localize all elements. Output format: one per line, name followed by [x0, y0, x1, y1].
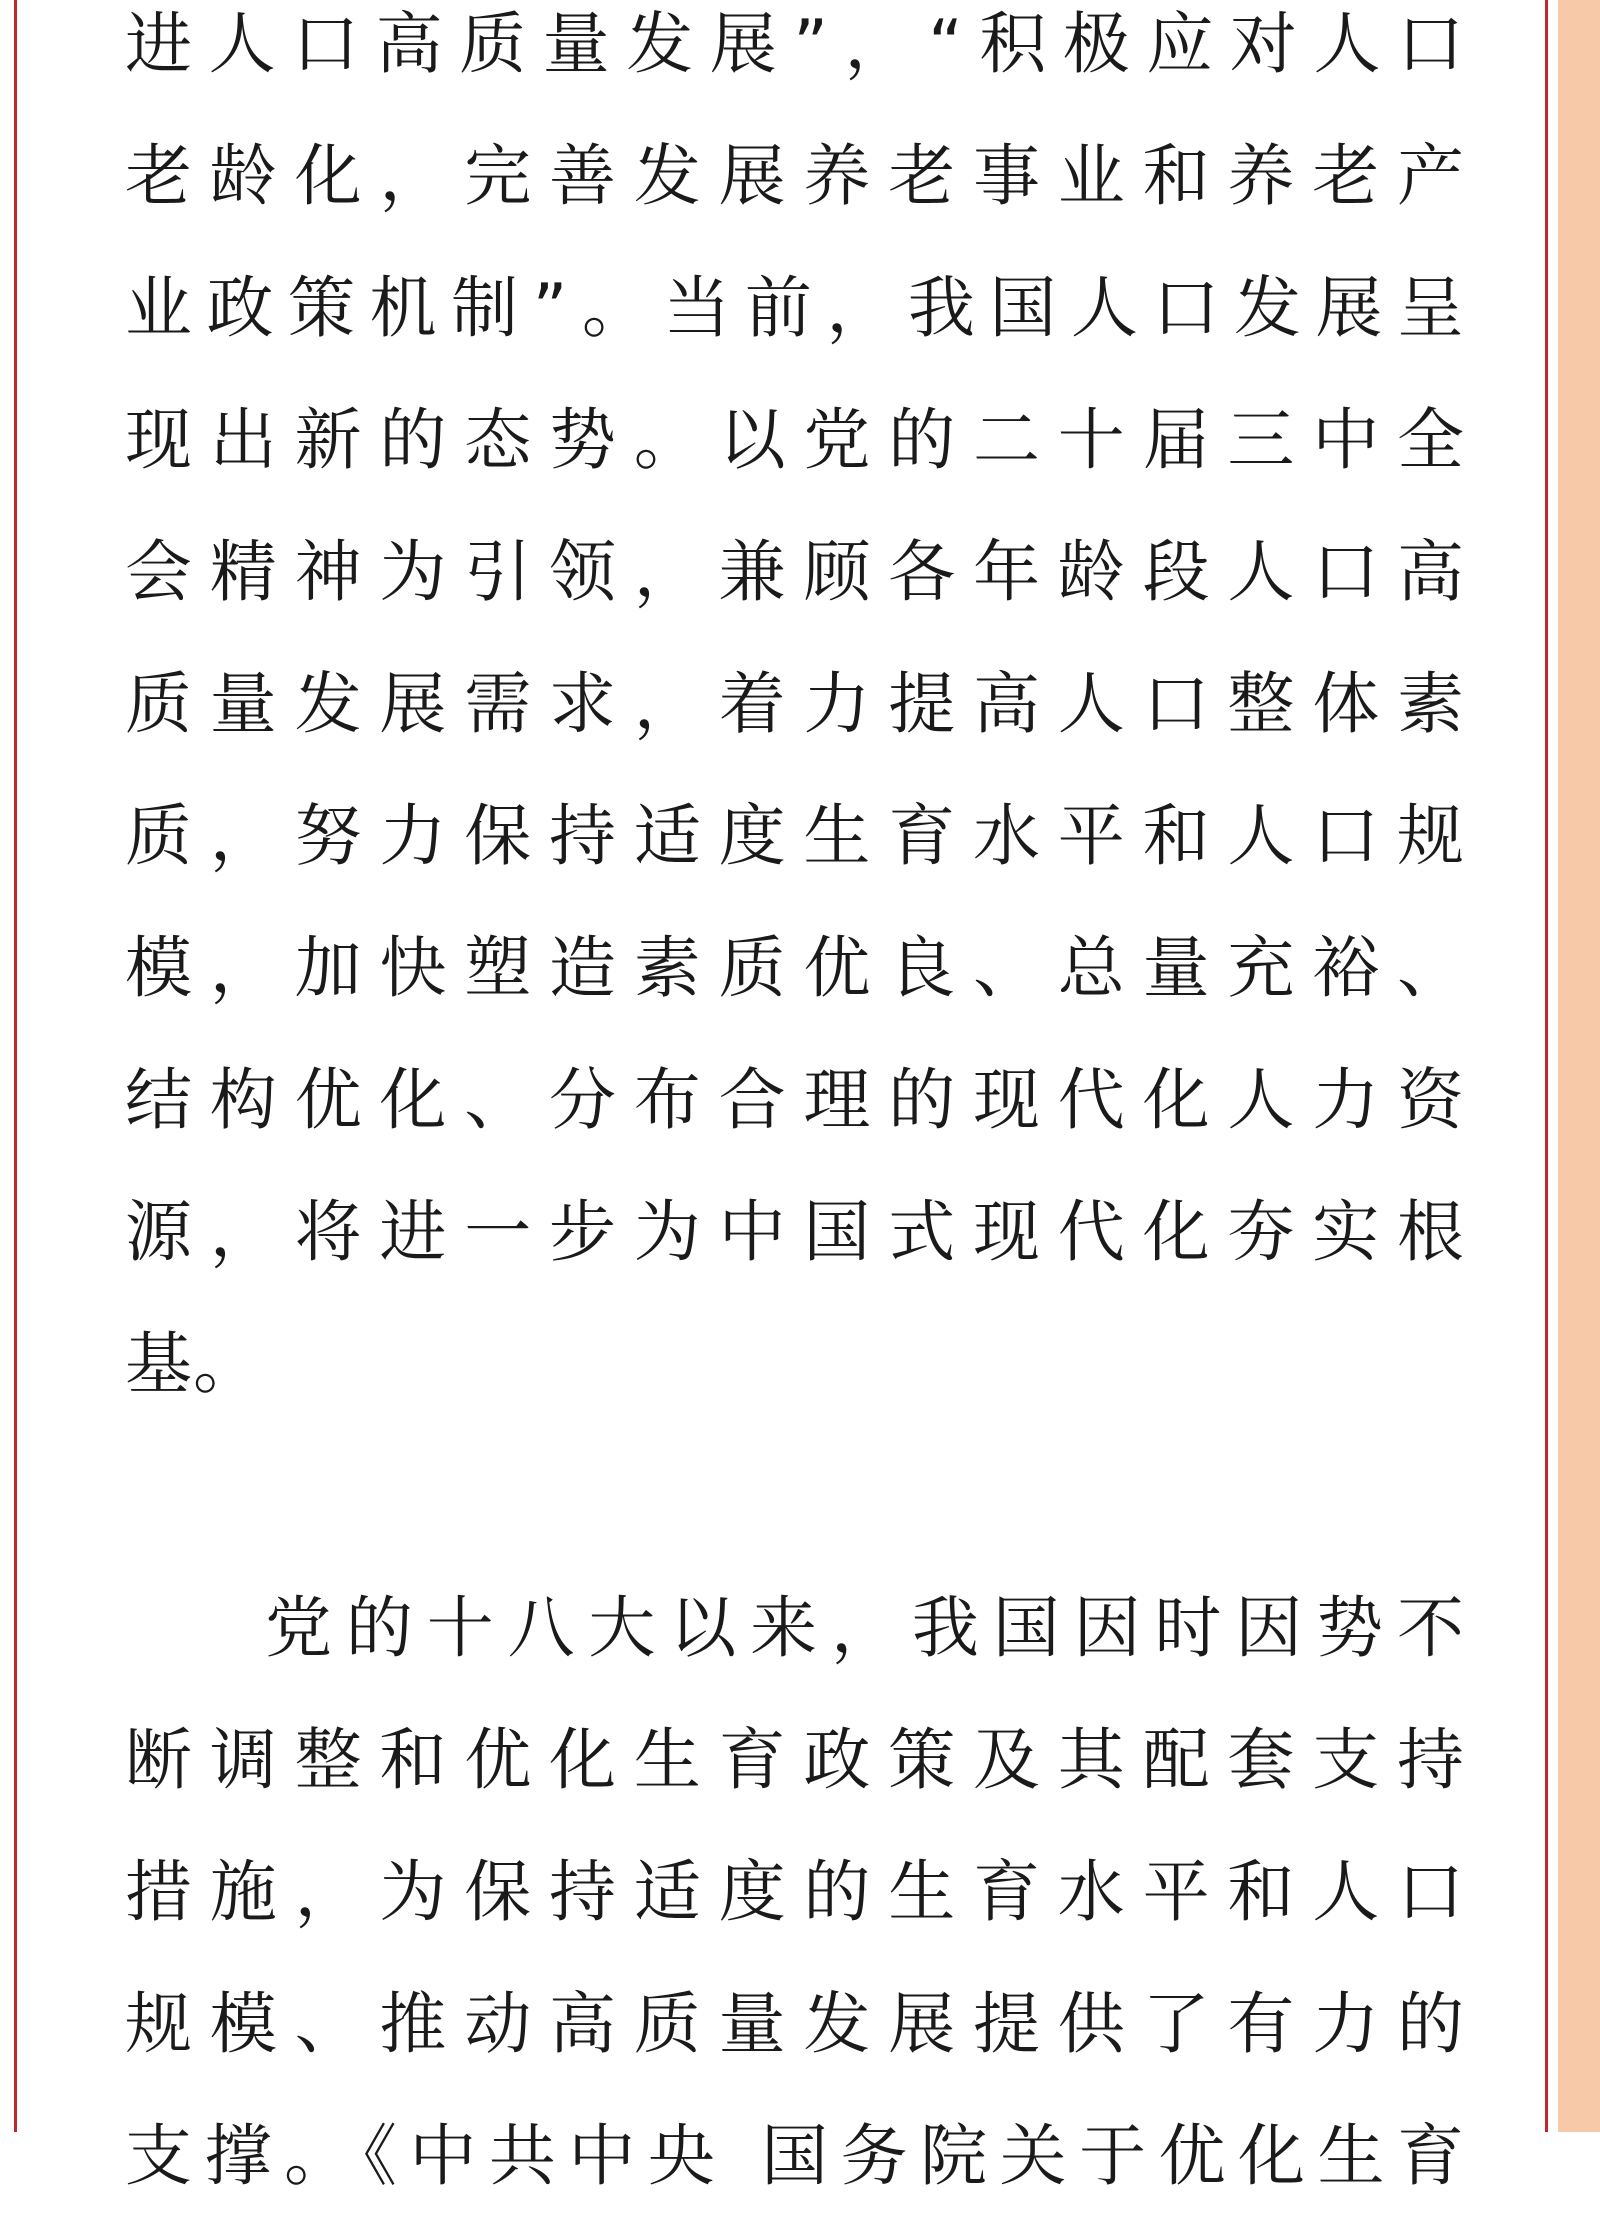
text-line: 支撑。《中共中央 国务院关于优化生育	[125, 2117, 1465, 2195]
text-line: 会精神为引领，兼顾各年龄段人口高	[125, 533, 1465, 611]
frame-right-border	[1545, 0, 1548, 2132]
side-decorative-strip	[1558, 0, 1600, 2132]
paragraph-gap	[125, 1430, 1465, 1562]
text-line: 措施，为保持适度的生育水平和人口	[125, 1853, 1465, 1931]
text-line: 源，将进一步为中国式现代化夯实根	[125, 1193, 1465, 1271]
text-line: 质量发展需求，着力提高人口整体素	[125, 665, 1465, 743]
text-line: 进人口高质量发展”，“积极应对人口	[125, 5, 1465, 83]
text-line: 模，加快塑造素质优良、总量充裕、	[125, 929, 1465, 1007]
text-line: 基。	[125, 1325, 261, 1403]
text-line: 现出新的态势。以党的二十届三中全	[125, 401, 1465, 479]
text-line: 老龄化，完善发展养老事业和养老产	[125, 137, 1465, 215]
text-line: 质，努力保持适度生育水平和人口规	[125, 797, 1465, 875]
text-line: 结构优化、分布合理的现代化人力资	[125, 1061, 1465, 1139]
text-line: 规模、推动高质量发展提供了有力的	[125, 1985, 1465, 2063]
text-line: 断调整和优化生育政策及其配套支持	[125, 1721, 1465, 1799]
paragraph-2	[125, 1562, 1465, 2222]
text-line: 党的十八大以来，我国因时因势不	[265, 1589, 1465, 1667]
paragraph-1	[125, 0, 1465, 1430]
frame-left-border	[14, 0, 17, 2132]
article-body	[125, 0, 1465, 2195]
text-line: 业政策机制”。当前，我国人口发展呈	[125, 269, 1465, 347]
